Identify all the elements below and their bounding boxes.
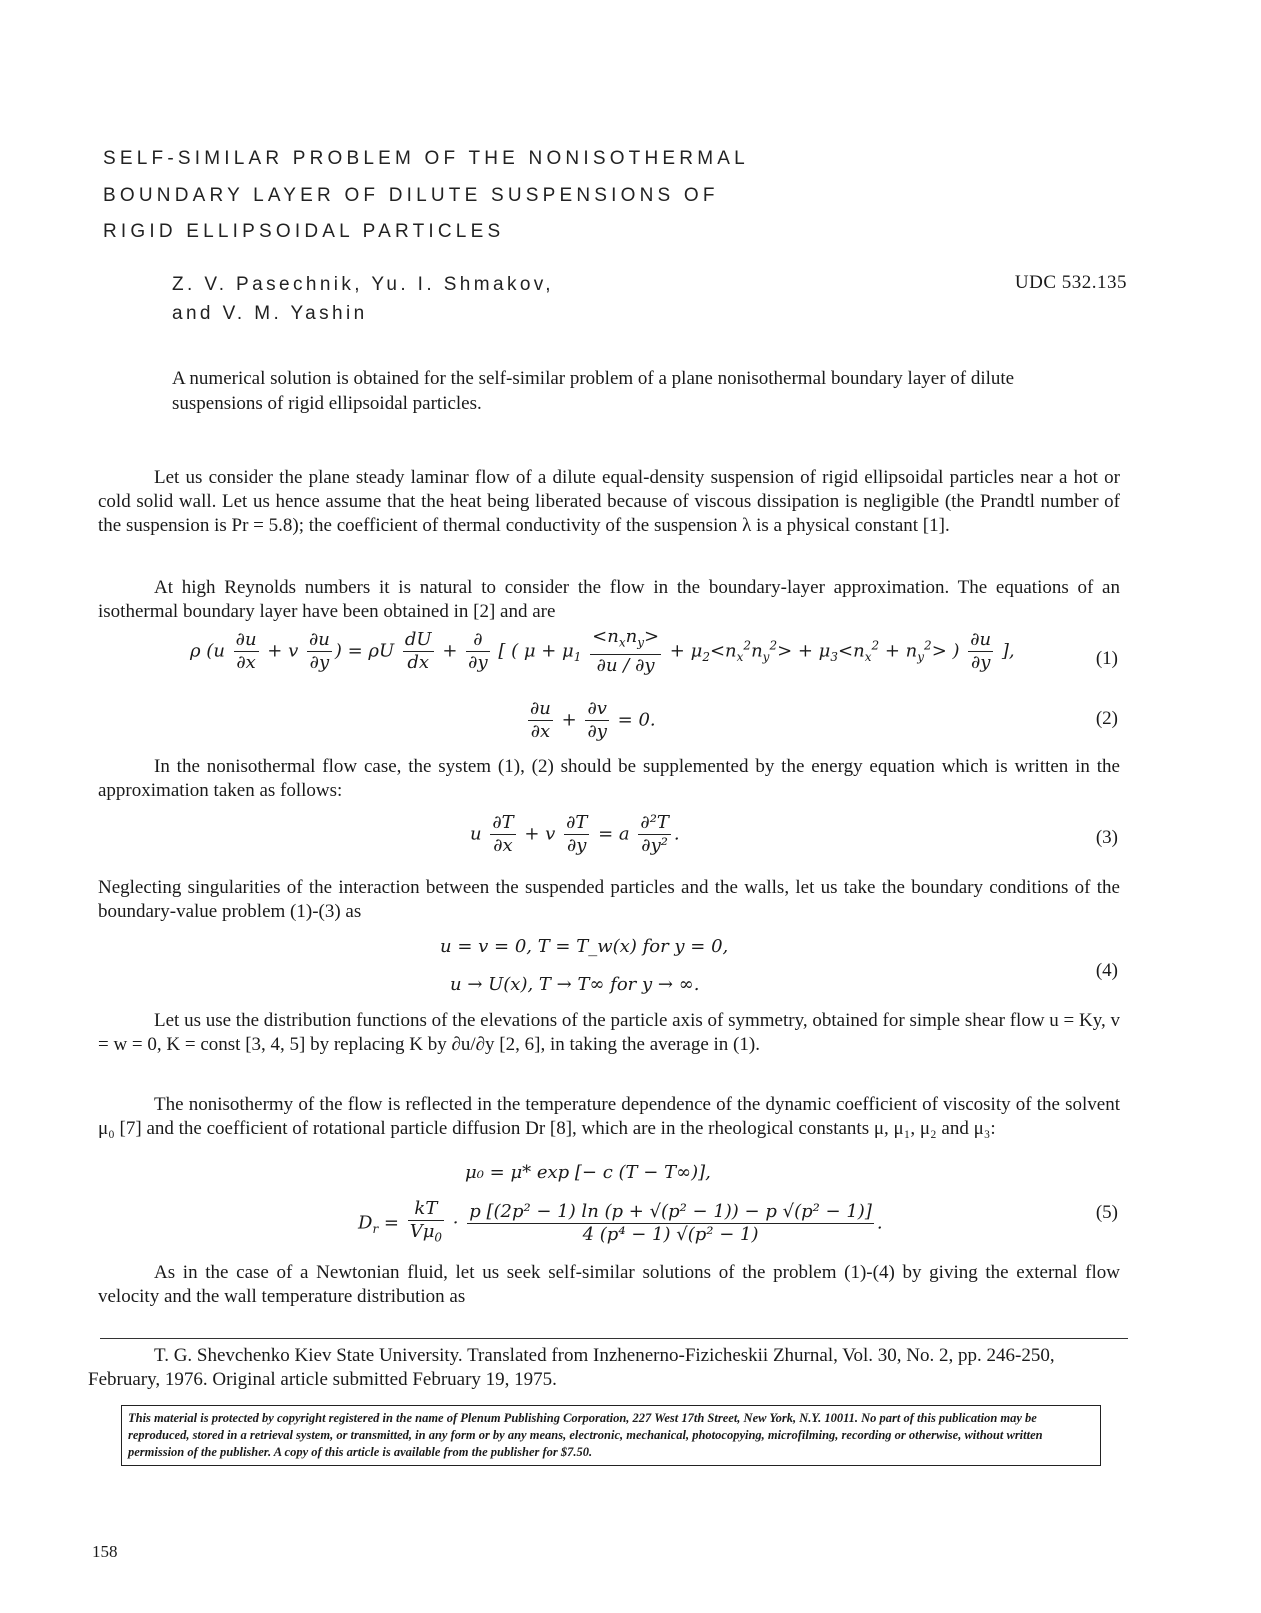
copyright-notice: This material is protected by copyright registered in the name of Plenum Publishing Corporation, 227 West 17th Street, New York, N.Y. 10011. No part of this publication may be reproduced, stored in a retrieval system, or transmitted, in any form or by any means, electronic, mechanical, photocopying, microfilming, recording or otherwise, without written permission of the publisher. A copy of this article is available from the publisher for $7.50. [121, 1405, 1101, 1466]
paragraph-7 [98, 1261, 1120, 1309]
authors [172, 270, 554, 328]
paragraph-5-text: Let us use the distribution functions of the elevations of the particle axis of symmetry, obtained for simple shear flow u = Ky, v = w = 0, K = const [3, 4, 5] by replacing K by ∂u/∂y [2, 6], in taking the average in (1). [98, 1010, 1120, 1055]
udc-code: UDC 532.135 [1014, 272, 1127, 293]
paragraph-2 [98, 576, 1120, 624]
equation-1: ρ (u $\frac{\partial u}{\partial x}$ + v $\frac{\partial u}{\partial y}$ ) = ρU $\frac{dU}{dx}$ + $\frac{\partial}{\partial y}$ [ ( $\mu + \mu_1$ $\frac{<n_xn_y>}{\partial u / \partial y}$ + $\mu_2<n_x^2n_y^2> + \mu_3<n_x^2 + n_y^2>$ ) $\frac{\partial u}{\partial y}$ ], [190, 626, 1015, 676]
footnote [88, 1344, 1118, 1392]
paragraph-6 [98, 1093, 1120, 1141]
equation-5-number: (5) [1095, 1202, 1118, 1223]
title-line-1: SELF-SIMILAR PROBLEM OF THE NONISOTHERMAL [103, 148, 749, 169]
paragraph-3-text: In the nonisothermal flow case, the system (1), (2) should be supplemented by the energy equation which is written in the approximation taken as follows: [98, 756, 1120, 801]
footnote-text: T. G. Shevchenko Kiev State University. Translated from Inzhenerno-Fizicheskii Zhurnal, Vol. 30, No. 2, pp. 246-250, February, 1976. Original article submitted February 19, 1975. [88, 1345, 1055, 1390]
page-number: 158 [92, 1542, 118, 1561]
paragraph-4-text: Neglecting singularities of the interaction between the suspended particles and the walls, let us take the boundary conditions of the boundary-value problem (1)-(3) as [98, 877, 1120, 922]
paragraph-6-text: The nonisothermy of the flow is reflected in the temperature dependence of the dynamic coefficient of viscosity of the solvent μ₀ [7] and the coefficient of rotational particle diffusion Dr [8], which are in the rheological constants μ, μ₁, μ₂ and μ₃: [98, 1094, 1120, 1139]
title-line-3: RIGID ELLIPSOIDAL PARTICLES [103, 221, 505, 242]
authors-line-1: Z. V. Pasechnik, Yu. I. Shmakov, [172, 274, 554, 295]
footnote-divider [100, 1338, 1128, 1339]
paragraph-1 [98, 466, 1120, 538]
paragraph-4 [98, 876, 1120, 924]
equation-3-number: (3) [1095, 827, 1118, 848]
paragraph-3 [98, 755, 1120, 803]
equation-4-line-2: u → U(x), T → T∞ for y → ∞. [450, 974, 700, 995]
equation-2: $\frac{\partial u}{\partial x}$ + $\frac{\partial v}{\partial y}$ = 0. [530, 698, 656, 742]
paragraph-7-text: As in the case of a Newtonian fluid, let us seek self-similar solutions of the problem (1)-(4) by giving the external flow velocity and the wall temperature distribution as [98, 1262, 1120, 1307]
title-line-2: BOUNDARY LAYER OF DILUTE SUSPENSIONS OF [103, 185, 719, 206]
equation-3: u $\frac{\partial T}{\partial x}$ + v $\frac{\partial T}{\partial y}$ = a $\frac{\text{∂²T}}{\text{∂y²}}$ . [470, 812, 680, 856]
authors-line-2: and V. M. Yashin [172, 303, 368, 324]
paragraph-2-text: At high Reynolds numbers it is natural to consider the flow in the boundary-layer approximation. The equations of an isothermal boundary layer have been obtained in [2] and are [98, 577, 1120, 622]
equation-5-mu0: μ₀ = μ* exp [− c (T − T∞)], [465, 1162, 711, 1183]
equation-5-dr: $D_r$ = $\frac{kT}{V\mu_0}$ · $\frac{\text{p [(2p² − 1) ln (p + √(p² − 1)) − p √(p² − 1)]}}{\text{4 (p⁴ − 1) √(p² − 1)}}$ . [358, 1198, 883, 1245]
paragraph-1-text: Let us consider the plane steady laminar flow of a dilute equal-density suspension of rigid ellipsoidal particles near a hot or cold solid wall. Let us hence assume that the heat being liberated because of viscous dissipation is negligible (the Prandtl number of the suspension is Pr = 5.8); the coefficient of thermal conductivity of the suspension λ is a physical constant [1]. [98, 467, 1120, 536]
equation-2-number: (2) [1095, 708, 1118, 729]
equation-4-line-1: u = v = 0, T = T_w(x) for y = 0, [440, 936, 729, 957]
abstract: A numerical solution is obtained for the self-similar problem of a plane nonisothermal boundary layer of dilute suspensions of rigid ellipsoidal particles. [172, 368, 1015, 414]
equation-1-number: (1) [1095, 648, 1118, 669]
equation-4-number: (4) [1095, 960, 1118, 981]
paragraph-5 [98, 1009, 1120, 1057]
